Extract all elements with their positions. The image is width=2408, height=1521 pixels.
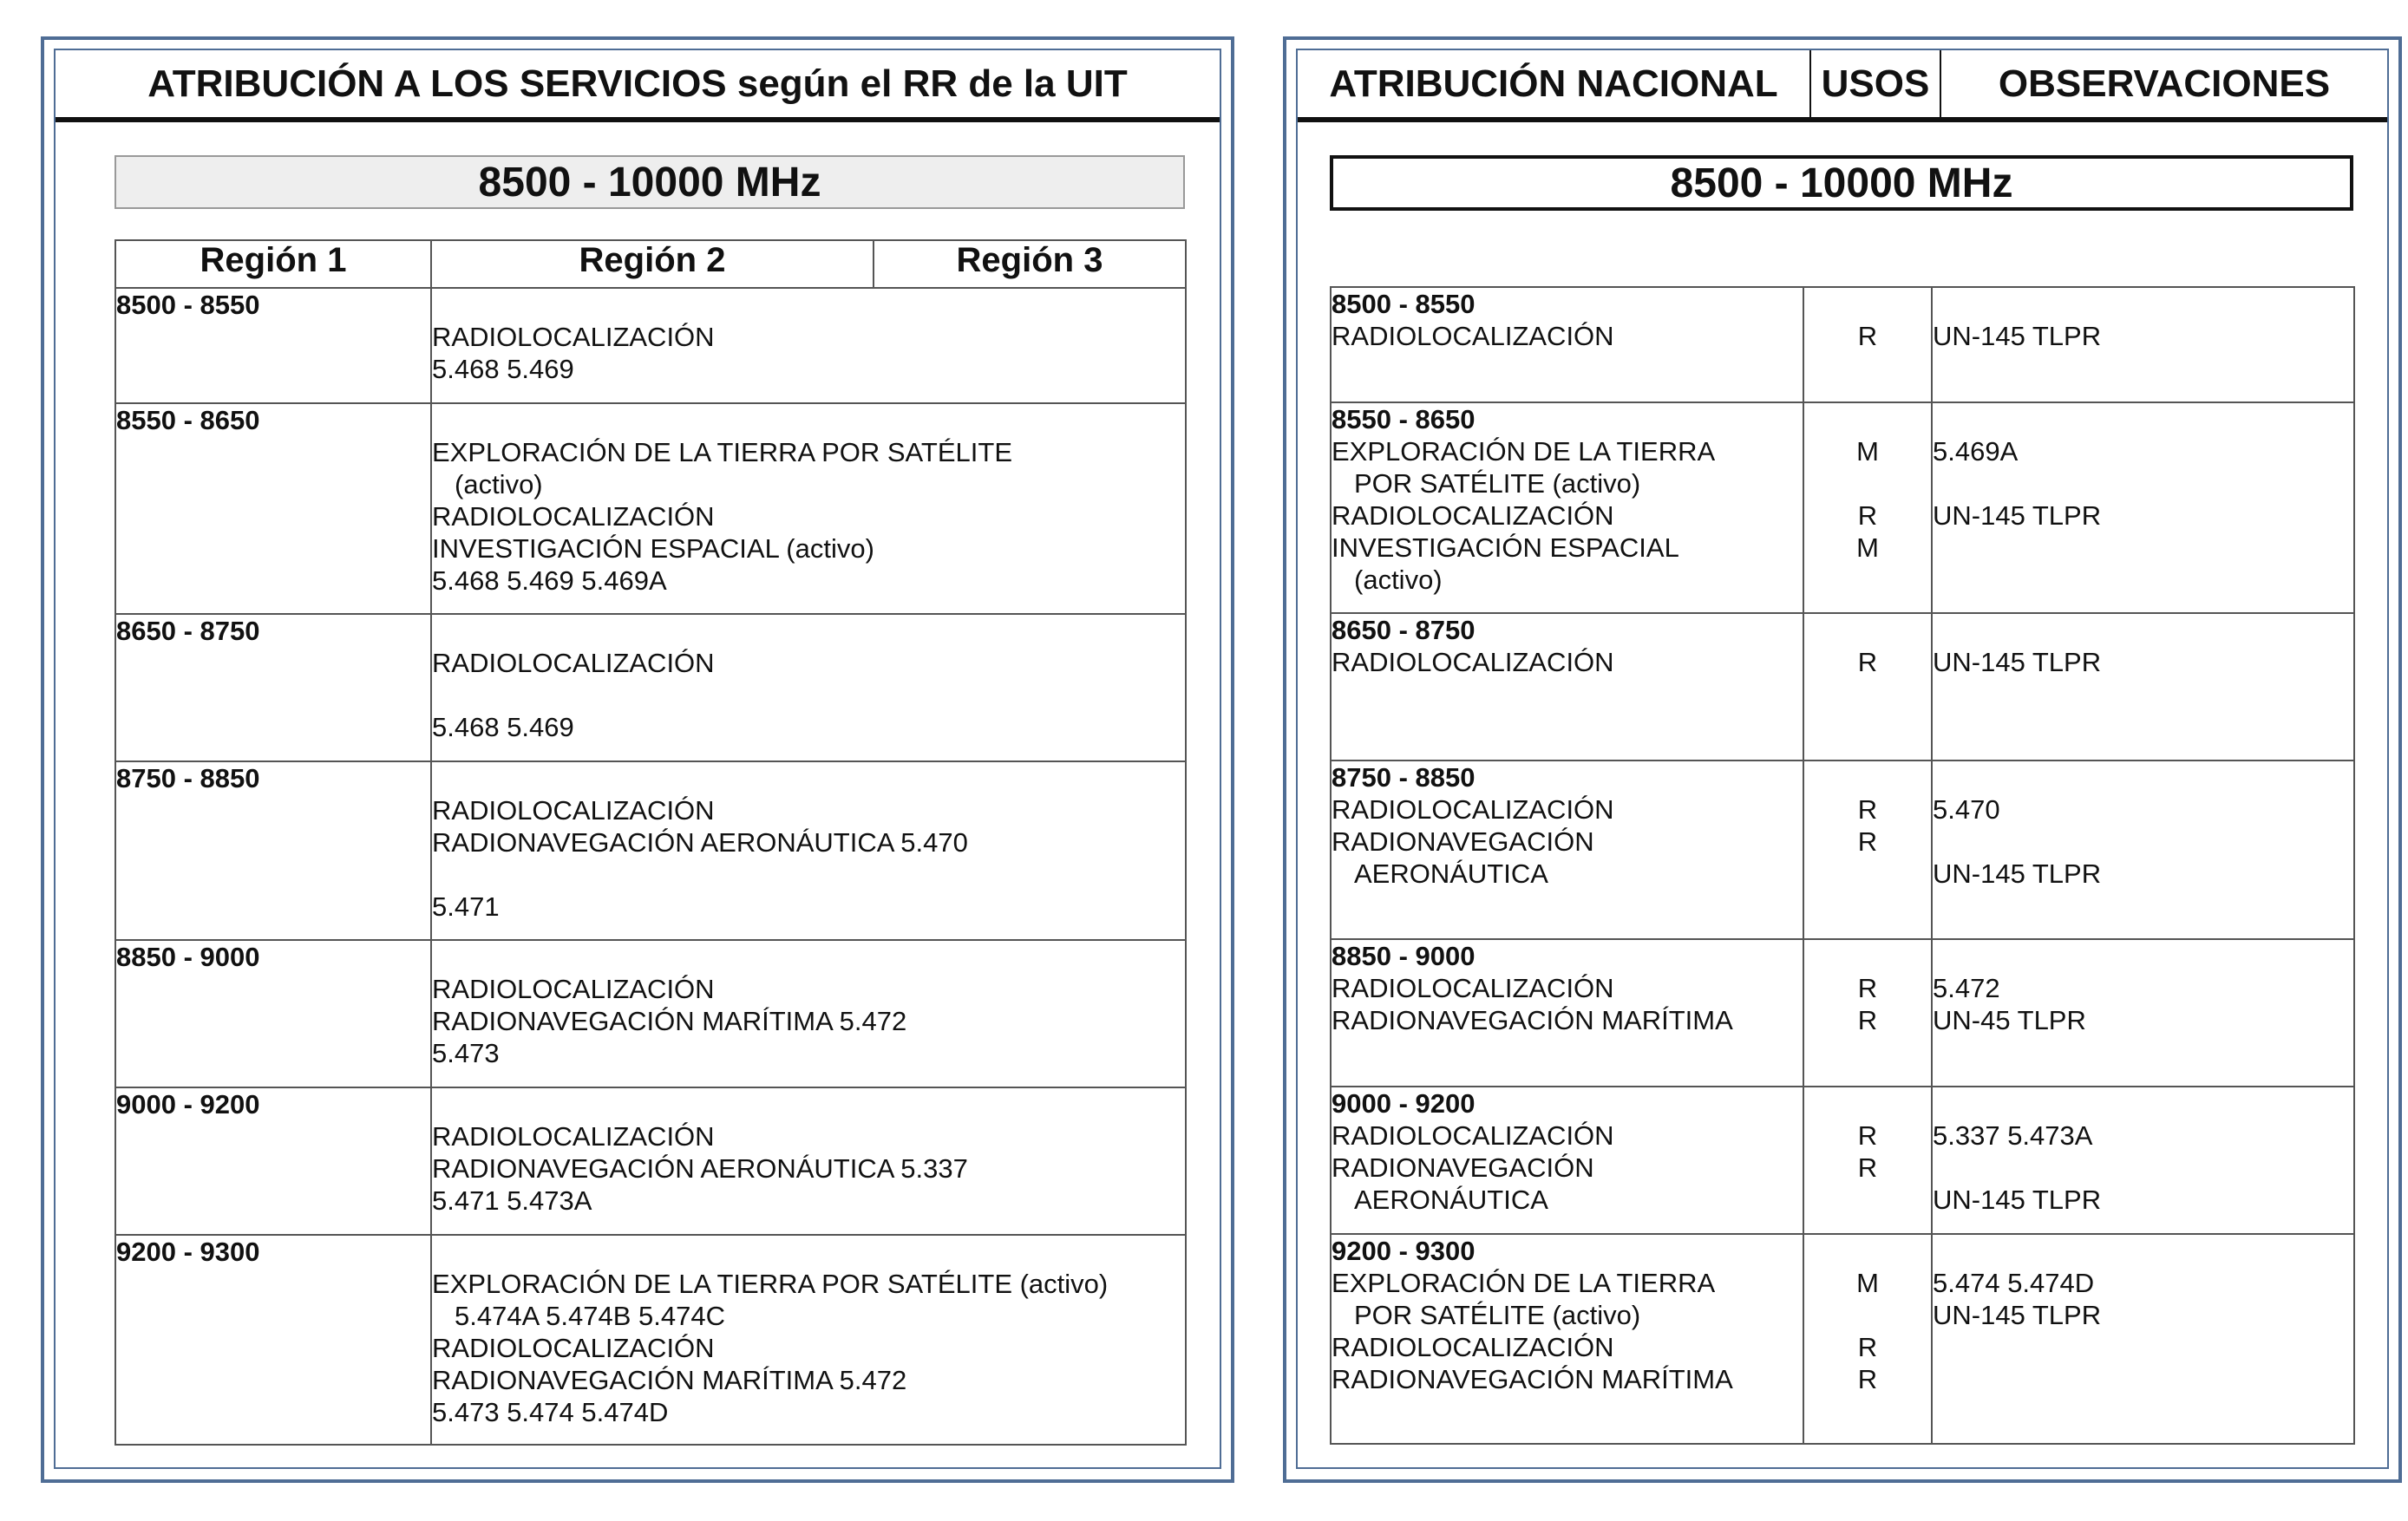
itu-allocation-title: ATRIBUCIÓN A LOS SERVICIOS según el RR de la UIT: [147, 62, 1128, 105]
allocation-line: 5.471 5.473A: [432, 1185, 592, 1216]
national-allocation-cell: [1331, 939, 1803, 1087]
observaciones-cell: [1932, 760, 2354, 939]
national-band-row: [1331, 287, 2354, 402]
uso-code: R: [1857, 1120, 1878, 1151]
usos-cell: [1803, 287, 1932, 402]
allocation-line: RADIONAVEGACIÓN MARÍTIMA 5.472: [432, 1365, 907, 1395]
region-1-cell: [115, 761, 431, 940]
uso-code: R: [1857, 1332, 1878, 1362]
observaciones-lines: [1933, 1235, 2353, 1331]
allocation-cell: [431, 403, 1186, 614]
band-range: 8550 - 8650: [1332, 404, 1476, 434]
band-row: [115, 1087, 1186, 1235]
uso-code: R: [1857, 794, 1878, 825]
uso-code: R: [1857, 826, 1878, 857]
usos-cell: [1803, 939, 1932, 1087]
allocation-line: 5.474A 5.474B 5.474C: [455, 1301, 725, 1331]
allocation-cell: [431, 1235, 1186, 1445]
usos-cell: [1803, 613, 1932, 760]
national-allocation-header: [1298, 50, 2387, 122]
allocation-line: RADIOLOCALIZACIÓN: [1332, 321, 1614, 351]
band-range: 9000 - 9200: [116, 1089, 260, 1120]
national-band-row: [1331, 760, 2354, 939]
band-row: [115, 1235, 1186, 1445]
blank-line: [432, 679, 1185, 711]
observation-note: UN-145 TLPR: [1933, 1185, 2102, 1215]
region-1-header: Región 1: [115, 240, 431, 288]
usos-cell: [1803, 760, 1932, 939]
allocation-line: RADIOLOCALIZACIÓN: [432, 974, 715, 1004]
observation-note: UN-145 TLPR: [1933, 321, 2102, 351]
observation-note: 5.470: [1933, 794, 2000, 825]
usos-lines: [1804, 1235, 1931, 1395]
itu-range-title: [115, 155, 1185, 209]
national-allocation-cell: [1331, 760, 1803, 939]
allocation-line: RADIOLOCALIZACIÓN: [432, 1333, 715, 1363]
usos-lines: [1804, 940, 1931, 1036]
usos-lines: [1804, 761, 1931, 858]
blank-line: [1933, 1152, 2353, 1184]
allocation-line: 5.473 5.474 5.474D: [432, 1397, 669, 1427]
national-allocation-cell: [1331, 1087, 1803, 1234]
allocation-line: RADIONAVEGACIÓN AERONÁUTICA 5.470: [432, 827, 968, 858]
allocation-line: RADIOLOCALIZACIÓN: [1332, 973, 1614, 1003]
allocation-line: RADIOLOCALIZACIÓN: [432, 1121, 715, 1152]
allocation-line: EXPLORACIÓN DE LA TIERRA POR SATÉLITE (activo): [432, 1269, 1109, 1299]
allocation-line: 5.471: [432, 891, 500, 922]
observaciones-cell: [1932, 613, 2354, 760]
allocation-cell: [431, 614, 1186, 761]
national-allocation-table: [1330, 286, 2355, 1445]
observation-note: 5.472: [1933, 973, 2000, 1003]
uso-code: R: [1857, 647, 1878, 677]
blank-line: [1804, 1299, 1931, 1331]
band-range: 8650 - 8750: [116, 616, 260, 646]
itu-range-label: 8500 - 10000 MHz: [478, 159, 821, 206]
allocation-line: (activo): [455, 469, 543, 499]
region-3-header: Región 3: [874, 240, 1186, 288]
allocation-lines: [432, 404, 1185, 597]
usos-cell: [1803, 1234, 1932, 1444]
allocation-cell: [431, 1087, 1186, 1235]
national-allocation-cell: [1331, 613, 1803, 760]
observaciones-lines: [1933, 288, 2353, 352]
observaciones-lines: [1933, 403, 2353, 532]
band-row: [115, 940, 1186, 1087]
national-band-row: [1331, 402, 2354, 613]
usos-lines: [1804, 288, 1931, 352]
uso-code: R: [1857, 1005, 1878, 1035]
allocation-line: RADIOLOCALIZACIÓN: [1332, 794, 1614, 825]
allocation-line: EXPLORACIÓN DE LA TIERRA: [1332, 436, 1716, 467]
usos-cell: [1803, 1087, 1932, 1234]
region-1-cell: [115, 1087, 431, 1235]
observaciones-header-col: [1941, 50, 2387, 117]
allocation-line: (activo): [1354, 565, 1443, 595]
uso-code: M: [1856, 436, 1879, 467]
national-allocation-cell: [1331, 402, 1803, 613]
band-row: [115, 288, 1186, 403]
allocation-line: RADIONAVEGACIÓN MARÍTIMA 5.472: [432, 1006, 907, 1036]
national-band-row: [1331, 939, 2354, 1087]
allocation-line: RADIOLOCALIZACIÓN: [1332, 647, 1614, 677]
allocation-line: RADIONAVEGACIÓN MARÍTIMA: [1332, 1364, 1733, 1394]
usos-lines: [1804, 403, 1931, 564]
allocation-line: RADIOLOCALIZACIÓN: [432, 648, 715, 678]
national-band-row: [1331, 613, 2354, 760]
allocation-lines: [432, 615, 1185, 743]
band-range: 8500 - 8550: [1332, 289, 1476, 319]
uso-code: R: [1857, 1152, 1878, 1183]
observation-note: UN-145 TLPR: [1933, 647, 2102, 677]
observaciones-lines: [1933, 1087, 2353, 1216]
allocation-line: RADIOLOCALIZACIÓN: [1332, 1120, 1614, 1151]
blank-line: [1804, 467, 1931, 499]
allocation-line: RADIONAVEGACIÓN AERONÁUTICA 5.337: [432, 1153, 968, 1184]
national-header-col: [1298, 50, 1811, 117]
observaciones-header-label: OBSERVACIONES: [1998, 62, 2331, 105]
usos-header-col: [1811, 50, 1941, 117]
national-band-row: [1331, 1087, 2354, 1234]
uso-code: M: [1856, 532, 1879, 563]
allocation-line: RADIOLOCALIZACIÓN: [1332, 1332, 1614, 1362]
allocation-lines: [432, 289, 1185, 385]
observaciones-lines: [1933, 614, 2353, 678]
allocation-line: RADIOLOCALIZACIÓN: [432, 501, 715, 532]
itu-allocation-table: [115, 239, 1187, 1446]
allocation-lines: [432, 1088, 1185, 1217]
observation-note: UN-145 TLPR: [1933, 858, 2102, 889]
national-range-label: 8500 - 10000 MHz: [1670, 160, 2013, 206]
region-1-cell: [115, 288, 431, 403]
blank-line: [432, 858, 1185, 891]
region-1-cell: [115, 1235, 431, 1445]
allocation-line: 5.468 5.469 5.469A: [432, 565, 667, 596]
band-row: [115, 403, 1186, 614]
observaciones-lines: [1933, 940, 2353, 1036]
allocation-line: AERONÁUTICA: [1354, 858, 1548, 889]
allocation-line: EXPLORACIÓN DE LA TIERRA POR SATÉLITE: [432, 437, 1012, 467]
allocation-line: RADIOLOCALIZACIÓN: [432, 322, 715, 352]
band-range: 9200 - 9300: [116, 1237, 260, 1267]
observation-note: UN-145 TLPR: [1933, 1300, 2102, 1330]
band-row: [115, 614, 1186, 761]
allocation-line: INVESTIGACIÓN ESPACIAL (activo): [432, 533, 874, 564]
allocation-line: RADIOLOCALIZACIÓN: [432, 795, 715, 826]
usos-header-label: USOS: [1821, 62, 1930, 105]
allocation-cell: [431, 288, 1186, 403]
observaciones-cell: [1932, 1087, 2354, 1234]
allocation-line: RADIOLOCALIZACIÓN: [1332, 500, 1614, 531]
observaciones-cell: [1932, 1234, 2354, 1444]
observaciones-lines: [1933, 761, 2353, 890]
uso-code: R: [1857, 500, 1878, 531]
usos-lines: [1804, 1087, 1931, 1184]
uso-code: R: [1857, 1364, 1878, 1394]
allocation-lines: [432, 941, 1185, 1069]
observation-note: UN-145 TLPR: [1933, 500, 2102, 531]
uso-code: R: [1857, 973, 1878, 1003]
region-1-cell: [115, 940, 431, 1087]
region-1-cell: [115, 403, 431, 614]
observaciones-cell: [1932, 287, 2354, 402]
band-range: 9000 - 9200: [1332, 1088, 1476, 1119]
national-header-label: ATRIBUCIÓN NACIONAL: [1329, 62, 1778, 105]
uso-code: R: [1857, 321, 1878, 351]
blank-line: [1933, 467, 2353, 499]
allocation-lines: [432, 1236, 1185, 1428]
observaciones-cell: [1932, 939, 2354, 1087]
allocation-line: AERONÁUTICA: [1354, 1185, 1548, 1215]
allocation-line: POR SATÉLITE (activo): [1354, 1300, 1641, 1330]
usos-cell: [1803, 402, 1932, 613]
observaciones-cell: [1932, 402, 2354, 613]
band-range: 8750 - 8850: [1332, 762, 1476, 793]
region-header-row: [115, 240, 1186, 288]
allocation-line: RADIONAVEGACIÓN: [1332, 826, 1594, 857]
allocation-cell: [431, 761, 1186, 940]
allocation-line: EXPLORACIÓN DE LA TIERRA: [1332, 1268, 1716, 1298]
observation-note: UN-45 TLPR: [1933, 1005, 2086, 1035]
observation-note: 5.474 5.474D: [1933, 1268, 2095, 1298]
allocation-line: 5.468 5.469: [432, 354, 574, 384]
allocation-line: POR SATÉLITE (activo): [1354, 468, 1641, 499]
region-1-cell: [115, 614, 431, 761]
allocation-line: RADIONAVEGACIÓN: [1332, 1152, 1594, 1183]
region-2-header: Región 2: [431, 240, 874, 288]
blank-line: [1933, 826, 2353, 858]
allocation-line: RADIONAVEGACIÓN MARÍTIMA: [1332, 1005, 1733, 1035]
band-range: 9200 - 9300: [1332, 1236, 1476, 1266]
national-allocation-cell: [1331, 287, 1803, 402]
allocation-line: INVESTIGACIÓN ESPACIAL: [1332, 532, 1679, 563]
allocation-line: 5.473: [432, 1038, 500, 1068]
band-range: 8550 - 8650: [116, 405, 260, 435]
usos-lines: [1804, 614, 1931, 678]
observation-note: 5.469A: [1933, 436, 2019, 467]
band-range: 8850 - 9000: [116, 942, 260, 972]
observation-note: 5.337 5.473A: [1933, 1120, 2093, 1151]
national-allocation-cell: [1331, 1234, 1803, 1444]
band-range: 8750 - 8850: [116, 763, 260, 793]
itu-allocation-header: [56, 50, 1220, 122]
band-range: 8500 - 8550: [116, 290, 260, 320]
uso-code: M: [1856, 1268, 1879, 1298]
band-range: 8850 - 9000: [1332, 941, 1476, 971]
allocation-line: 5.468 5.469: [432, 712, 574, 742]
national-range-title: [1330, 155, 2353, 211]
band-range: 8650 - 8750: [1332, 615, 1476, 645]
allocation-cell: [431, 940, 1186, 1087]
allocation-lines: [432, 762, 1185, 923]
band-row: [115, 761, 1186, 940]
national-band-row: [1331, 1234, 2354, 1444]
